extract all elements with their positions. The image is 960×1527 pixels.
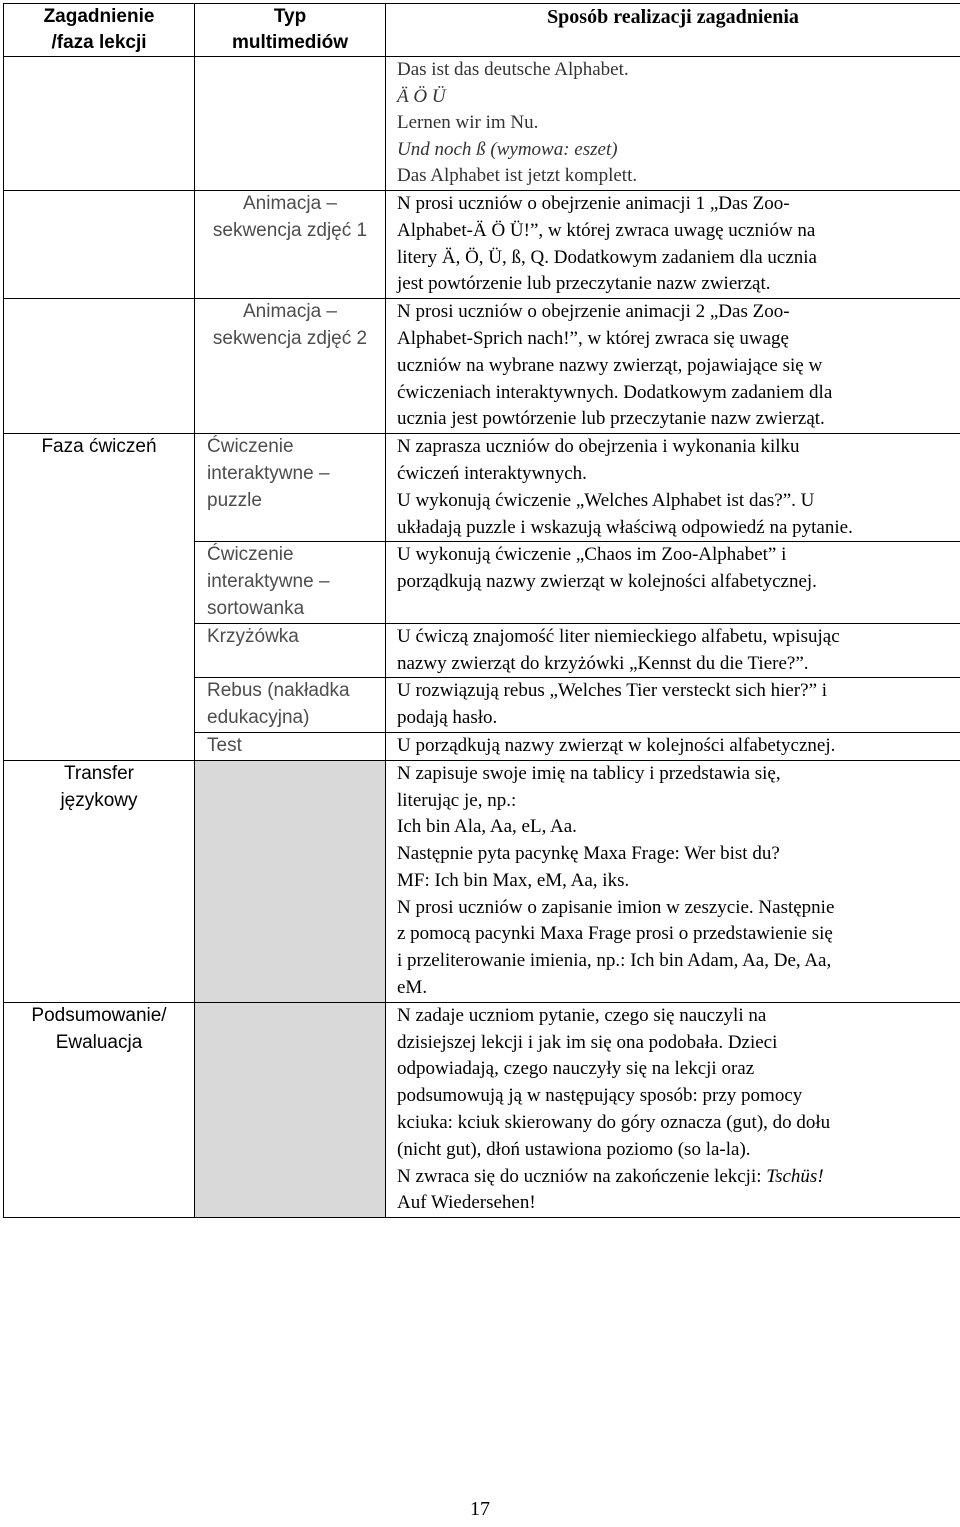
media-line: Test xyxy=(207,734,242,756)
media-cell xyxy=(195,678,386,733)
description-line: podsumowują ją w następujący sposób: przy pomocy xyxy=(397,1085,803,1107)
description-line: układają puzzle i wskazują właściwą odpowiedź na pytanie. xyxy=(397,516,853,538)
row-transfer xyxy=(4,760,960,1002)
description-line: ćwiczeniach interaktywnych. Dodatkowym zadaniem dla xyxy=(397,381,833,403)
description-cell xyxy=(386,732,960,760)
description-line: U rozwiązują rebus „Welches Tier versteckt sich hier?” i xyxy=(397,680,828,702)
row-puzzle xyxy=(4,434,960,542)
description-line: N zapisuje swoje imię na tablicy i przedstawia się, xyxy=(397,762,781,784)
description-line: N prosi uczniów o obejrzenie animacji 1 „Das Zoo- xyxy=(397,192,790,214)
description-cell xyxy=(386,434,960,542)
intro-text xyxy=(386,57,960,191)
media-cell xyxy=(195,623,386,678)
description-line: jest powtórzenie lub przeczytanie nazw zwierząt. xyxy=(397,273,771,295)
page-number: 17 xyxy=(470,1498,490,1520)
description-line: ucznia jest powtórzenie lub przeczytanie nazw zwierząt. xyxy=(397,408,825,430)
description-line: MF: Ich bin Max, eM, Aa, iks. xyxy=(397,869,630,891)
description-line: N zaprasza uczniów do obejrzenia i wykonania kilku xyxy=(397,436,800,458)
header-media-line: multimediów xyxy=(231,32,349,53)
description-line: literując je, np.: xyxy=(397,789,517,811)
description-cell xyxy=(386,1002,960,1217)
description-line: i przeliterowanie imienia, np.: Ich bin Adam, Aa, De, Aa, xyxy=(397,950,832,972)
phase-transfer xyxy=(4,760,195,1002)
media-line: Animacja – xyxy=(243,192,337,214)
header-row xyxy=(4,4,960,57)
media-line: Rebus (nakładka xyxy=(207,680,350,702)
closing-line xyxy=(397,1164,954,1191)
description-cell xyxy=(386,542,960,623)
description-line: U ćwiczą znajomość liter niemieckiego alfabetu, wpisując xyxy=(397,625,840,647)
media-cell-shaded xyxy=(195,760,386,1002)
media-cell xyxy=(195,299,386,434)
media-cell xyxy=(195,434,386,542)
description-cell xyxy=(386,678,960,733)
description-cell xyxy=(386,190,960,298)
description-line: odpowiadają, czego nauczyły się na lekcji oraz xyxy=(397,1058,755,1080)
intro-line: Lernen wir im Nu. xyxy=(397,112,539,134)
media-line: Krzyżówka xyxy=(207,625,299,647)
media-line: sekwencja zdjęć 1 xyxy=(212,219,368,241)
intro-line: Das Alphabet ist jetzt komplett. xyxy=(397,165,638,187)
description-cell xyxy=(386,299,960,434)
media-line: interaktywne – xyxy=(207,571,330,593)
phase-summary xyxy=(4,1002,195,1217)
description-line: U wykonują ćwiczenie „Chaos im Zoo-Alphabet” i xyxy=(397,544,787,566)
description-line: kciuka: kciuk skierowany do góry oznacza (gut), do dołu xyxy=(397,1112,831,1134)
description-line: porządkują nazwy zwierząt w kolejności alfabetycznej. xyxy=(397,571,817,593)
intro-row xyxy=(4,57,960,191)
description-line: Alphabet-Sprich nach!”, w której zwraca się uwagę xyxy=(397,327,789,349)
phase-cell-empty xyxy=(4,57,195,191)
media-line: sekwencja zdjęć 2 xyxy=(212,327,368,349)
description-line: N zadaje uczniom pytanie, czego się nauczyli na xyxy=(397,1004,767,1026)
phase-line: językowy xyxy=(60,789,138,811)
row-animation-2 xyxy=(4,299,960,434)
description-cell xyxy=(386,623,960,678)
description-line: Alphabet-Ä Ö Ü!”, w której zwraca uwagę uczniów na xyxy=(397,219,816,241)
description-cell xyxy=(386,760,960,1002)
header-media-line: Typ xyxy=(273,6,307,27)
intro-line: Ä Ö Ü xyxy=(397,85,446,107)
phase-cell-empty xyxy=(4,299,195,434)
phase-line: Podsumowanie/ xyxy=(31,1004,167,1026)
media-line: Animacja – xyxy=(243,301,337,323)
phase-line: Ewaluacja xyxy=(55,1031,143,1053)
media-cell xyxy=(195,190,386,298)
media-line: sortowanka xyxy=(207,597,305,619)
description-line: U wykonują ćwiczenie „Welches Alphabet ist das?”. U xyxy=(397,489,815,511)
intro-line: Das ist das deutsche Alphabet. xyxy=(397,59,629,80)
media-cell xyxy=(195,732,386,760)
description-line: eM. xyxy=(397,977,428,999)
description-line: nazwy zwierząt do krzyżówki „Kennst du die Tiere?”. xyxy=(397,652,809,674)
media-cell xyxy=(195,542,386,623)
media-line: puzzle xyxy=(207,489,262,511)
header-method: Sposób realizacji zagadnienia xyxy=(386,4,960,57)
description-line: U porządkują nazwy zwierząt w kolejności alfabetycznej. xyxy=(397,734,836,756)
description-line: N prosi uczniów o obejrzenie animacji 2 „Das Zoo- xyxy=(397,301,790,323)
media-line: interaktywne – xyxy=(207,462,330,484)
media-line: edukacyjna) xyxy=(207,707,310,729)
phase-exercises: Faza ćwiczeń xyxy=(4,434,195,761)
header-topic-line: Zagadnienie xyxy=(43,6,155,27)
media-line: Ćwiczenie xyxy=(207,544,294,566)
description-line: podają hasło. xyxy=(397,707,498,729)
description-line: litery Ä, Ö, Ü, ß, Q. Dodatkowym zadaniem dla ucznia xyxy=(397,246,817,268)
media-cell-shaded xyxy=(195,1002,386,1217)
description-line: Ich bin Ala, Aa, eL, Aa. xyxy=(397,816,577,838)
description-line: ćwiczeń interaktywnych. xyxy=(397,462,587,484)
intro-line: Und noch ß (wymowa: eszet) xyxy=(397,138,618,160)
description-line: N prosi uczniów o zapisanie imion w zeszycie. Następnie xyxy=(397,896,835,918)
closing-text: N zwraca się do uczniów na zakończenie lekcji: xyxy=(397,1165,767,1187)
description-line: Następnie pyta pacynkę Maxa Frage: Wer bist du? xyxy=(397,843,780,865)
phase-cell-empty xyxy=(4,190,195,298)
header-topic xyxy=(4,4,195,57)
header-topic-line: /faza lekcji xyxy=(51,32,147,53)
description-line: dzisiejszej lekcji i jak im się ona podobała. Dzieci xyxy=(397,1031,778,1053)
row-summary xyxy=(4,1002,960,1217)
lesson-plan-table xyxy=(3,3,960,1218)
description-line: (nicht gut), dłoń ustawiona poziomo (so la-la). xyxy=(397,1138,751,1160)
closing-farewell: Auf Wiedersehen! xyxy=(397,1192,536,1214)
media-cell-empty xyxy=(195,57,386,191)
description-line: uczniów na wybrane nazwy zwierząt, pojawiające się w xyxy=(397,354,823,376)
header-media-type xyxy=(195,4,386,57)
description-line: z pomocą pacynki Maxa Frage prosi o przedstawienie się xyxy=(397,923,833,945)
closing-greeting: Tschüs! xyxy=(766,1165,824,1187)
media-line: Ćwiczenie xyxy=(207,436,294,458)
row-animation-1 xyxy=(4,190,960,298)
phase-line: Transfer xyxy=(63,762,135,784)
